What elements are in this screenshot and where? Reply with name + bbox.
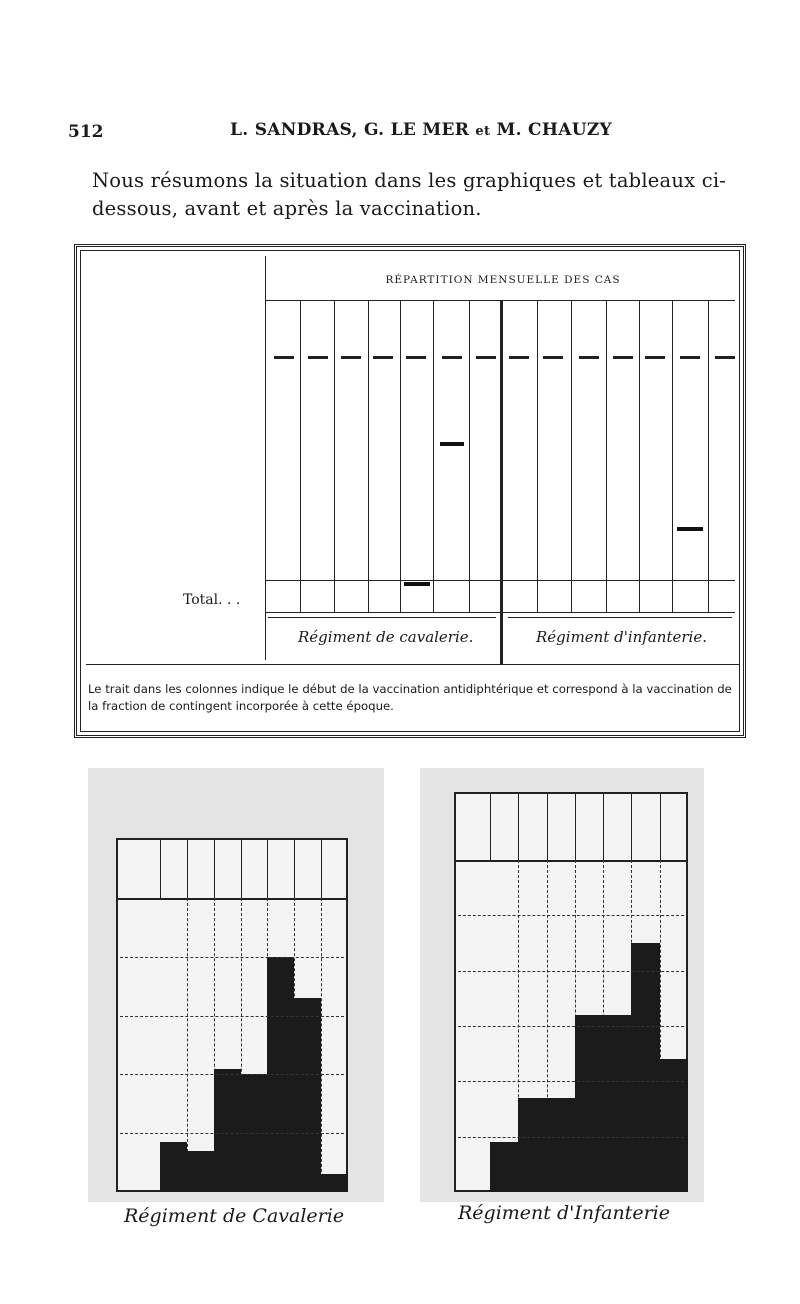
table-vline bbox=[334, 300, 335, 612]
graph-y-gridline bbox=[458, 1081, 684, 1082]
graph-bar bbox=[631, 943, 659, 1192]
vaccination-mark bbox=[677, 527, 703, 531]
year-header-rule bbox=[645, 356, 665, 359]
authors-b: M. CHAUZY bbox=[496, 120, 612, 140]
regiment-cavalry-label: Régiment de cavalerie. bbox=[298, 628, 474, 646]
graph-bar bbox=[490, 1142, 518, 1192]
table-vline bbox=[639, 300, 640, 612]
graph-header-rule bbox=[116, 898, 348, 900]
year-header-rule bbox=[373, 356, 393, 359]
year-header-rule bbox=[613, 356, 633, 359]
graph-bar bbox=[160, 1142, 187, 1192]
table-hline bbox=[265, 580, 735, 581]
graph-y-gridline bbox=[458, 1026, 684, 1027]
year-header-rule bbox=[680, 356, 700, 359]
cavalry-bracket bbox=[268, 617, 496, 618]
infantry-bracket bbox=[508, 617, 732, 618]
year-header-rule bbox=[341, 356, 361, 359]
vaccination-mark bbox=[404, 582, 430, 586]
table-vline bbox=[433, 300, 434, 612]
table-vline bbox=[672, 300, 673, 612]
graph-y-gridline bbox=[458, 1137, 684, 1138]
table-vline bbox=[708, 300, 709, 612]
graph-header-divider bbox=[187, 838, 188, 898]
authors-et: et bbox=[475, 124, 491, 139]
table-vline bbox=[606, 300, 607, 612]
table-vline bbox=[469, 300, 470, 612]
graph-header-rule bbox=[454, 860, 688, 862]
graph-header-divider bbox=[490, 792, 491, 860]
graph-bar bbox=[603, 1015, 631, 1192]
graph-header-divider bbox=[214, 838, 215, 898]
year-header-rule bbox=[476, 356, 496, 359]
graph-y-gridline bbox=[458, 971, 684, 972]
graph-header-divider bbox=[294, 838, 295, 898]
year-header-rule bbox=[308, 356, 328, 359]
total-label: Total. . . bbox=[183, 592, 241, 608]
table-hline bbox=[265, 612, 735, 613]
graph-header-divider bbox=[603, 792, 604, 860]
year-header-rule bbox=[579, 356, 599, 359]
authors-a: L. SANDRAS, G. LE MER bbox=[230, 120, 470, 140]
graph-y-gridline bbox=[120, 1074, 344, 1075]
graph-bar bbox=[575, 1015, 603, 1192]
monthly-cases-table bbox=[80, 250, 740, 732]
running-head bbox=[230, 120, 612, 140]
table-title: RÉPARTITION MENSUELLE DES CAS bbox=[385, 274, 621, 286]
graph-header-divider bbox=[575, 792, 576, 860]
table-vline bbox=[571, 300, 572, 612]
graph-bar bbox=[547, 1098, 575, 1192]
graph-header-divider bbox=[660, 792, 661, 860]
graph-bar bbox=[294, 998, 321, 1192]
year-header-rule bbox=[715, 356, 735, 359]
table-divider bbox=[500, 300, 503, 664]
graph-bar bbox=[518, 1098, 546, 1192]
graph-header-divider bbox=[241, 838, 242, 898]
graph-header-divider bbox=[518, 792, 519, 860]
page-number: 512 bbox=[68, 122, 104, 142]
cavalry-caption: Régiment de Cavalerie bbox=[124, 1205, 345, 1227]
graph-header-divider bbox=[631, 792, 632, 860]
regiment-infantry-label: Régiment d'infanterie. bbox=[536, 628, 707, 646]
graph-y-gridline bbox=[120, 957, 344, 958]
table-vline bbox=[265, 256, 266, 660]
table-vline bbox=[537, 300, 538, 612]
graph-header-divider bbox=[321, 838, 322, 898]
intro-paragraph: Nous résumons la situation dans les graphiques et tableaux ci-dessous, avant et après la vaccination. bbox=[92, 169, 727, 220]
graph-column-guide bbox=[187, 898, 188, 1192]
table-vline bbox=[400, 300, 401, 612]
infantry-caption: Régiment d'Infanterie bbox=[458, 1202, 670, 1224]
year-header-rule bbox=[406, 356, 426, 359]
graph-header-divider bbox=[267, 838, 268, 898]
year-header-rule bbox=[509, 356, 529, 359]
graph-bar bbox=[187, 1151, 214, 1192]
table-vline bbox=[368, 300, 369, 612]
table-hline bbox=[265, 300, 735, 301]
table-vline bbox=[300, 300, 301, 612]
year-header-rule bbox=[274, 356, 294, 359]
year-header-rule bbox=[442, 356, 462, 359]
graph-bar bbox=[321, 1174, 348, 1192]
table-hline bbox=[86, 664, 740, 665]
graph-bar bbox=[660, 1059, 688, 1192]
graph-y-gridline bbox=[120, 1133, 344, 1134]
graph-y-gridline bbox=[458, 915, 684, 916]
year-header-rule bbox=[543, 356, 563, 359]
graph-y-gridline bbox=[120, 1016, 344, 1017]
graph-header-divider bbox=[547, 792, 548, 860]
table-note: Le trait dans les colonnes indique le début de la vaccination antidiphtérique et correspond à la vaccination de la fraction de contingent incorporée à cette époque. bbox=[88, 682, 732, 713]
graph-bar bbox=[214, 1069, 241, 1192]
graph-column-guide bbox=[321, 898, 322, 1192]
vaccination-mark bbox=[440, 442, 464, 446]
graph-header-divider bbox=[160, 838, 161, 898]
